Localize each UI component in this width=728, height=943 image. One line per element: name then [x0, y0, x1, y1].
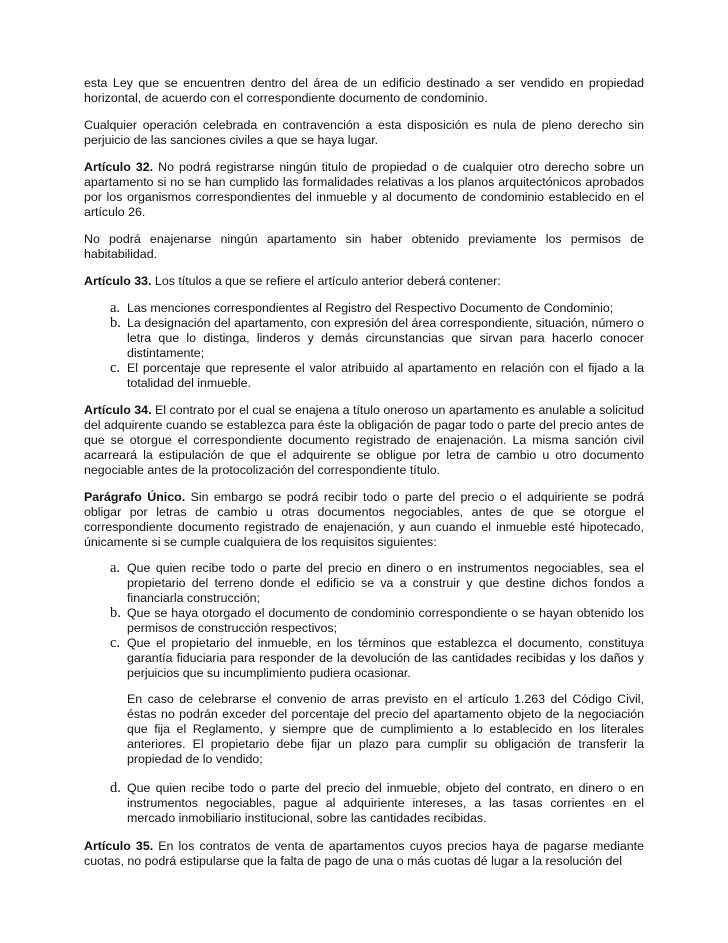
article-32-text: No podrá registrarse ningún titulo de propiedad o de cualquier otro derecho sobre un apartamento si no se han cumplido las formalidades relativas a los planos arquitectónicos aprobados por los organismos correspondientes del inmueble y al documento de condominio establecido en el artículo 26.	[84, 160, 644, 219]
list-item	[110, 561, 644, 606]
list-marker: a.	[110, 560, 121, 576]
list-item	[110, 781, 644, 826]
article-35	[84, 839, 644, 869]
list-item	[110, 316, 644, 361]
article-35-label: Artículo 35.	[84, 839, 154, 853]
article-34	[84, 403, 644, 478]
list-marker: b.	[110, 605, 121, 621]
list-item	[110, 301, 644, 316]
list-marker: c.	[110, 360, 121, 376]
article-33-label: Artículo 33.	[84, 274, 152, 288]
article-32-label: Artículo 32.	[84, 160, 154, 174]
list-marker: c.	[110, 635, 121, 651]
list-item-text: Que quien recibe todo o parte del precio en dinero o en instrumentos negociables, sea el propietario del terreno donde el edificio se va a construir y que destine dichos fondos a financiarla construcción;	[127, 561, 644, 605]
list-item-text: Que el propietario del inmueble, en los términos que establezca el documento, constituya garantía fiduciaria para responder de la devolución de las cantidades recibidas y los daños y perjuicios que su incumplimiento pudiera ocasionar.	[127, 636, 644, 680]
arras-note: En caso de celebrarse el convenio de arras previsto en el artículo 1.263 del Código Civil, éstas no podrán exceder del porcentaje del precio del apartamento objeto de la negociación que fija el Reglamento, y siempre que de cumplimiento a lo establecido en los literales anteriores. El propietario debe fijar un plazo para cumplir su obligación de transferir la propiedad de lo vendido;	[127, 692, 644, 766]
article-33-text: Los títulos a que se refiere el artículo anterior deberá contener:	[151, 274, 501, 288]
paragrafo-unico	[84, 490, 644, 550]
paragrafo-list	[84, 561, 644, 826]
paragrafo-unico-label: Parágrafo Único.	[84, 490, 186, 504]
article-32	[84, 160, 644, 220]
list-item-text: Que se haya otorgado el documento de condominio correspondiente o se hayan obtenido los permisos de construcción respectivos;	[127, 606, 644, 635]
list-item	[110, 636, 644, 767]
list-marker: a.	[110, 300, 121, 316]
list-item	[110, 361, 644, 391]
paragraph-permisos-habitabilidad: No podrá enajenarse ningún apartamento sin haber obtenido previamente los permisos de habitabilidad.	[84, 232, 644, 261]
list-item-text: La designación del apartamento, con expresión del área correspondiente, situación, número o letra que lo distinga, linderos y demás circunstancias que sirvan para hacerlo conocer distintamente;	[127, 316, 644, 360]
list-item-text: Que quien recibe todo o parte del precio del inmueble, objeto del contrato, en dinero o en instrumentos negociables, pague al adquiriente intereses, a las tasas corrientes en el mercado inmobiliario institucional, sobre las cantidades recibidas.	[127, 781, 644, 825]
article-33-list	[84, 301, 644, 391]
document-page	[84, 76, 644, 881]
list-item-text: El porcentaje que represente el valor atribuido al apartamento en relación con el fijado a la totalidad del inmueble.	[127, 361, 644, 390]
paragraph-nula-pleno-derecho: Cualquier operación celebrada en contravención a esta disposición es nula de pleno derecho sin perjuicio de las sanciones civiles a que se haya lugar.	[84, 118, 644, 147]
article-34-label: Artículo 34.	[84, 403, 152, 417]
article-34-text: El contrato por el cual se enajena a título oneroso un apartamento es anulable a solicitud del adquirente cuando se establezca para éste la obligación de pagar todo o parte del precio antes de que se otorgue el correspondiente documento registrado de enajenación. La misma sanción civil acarreará la estipulación de que el adquirente se obligue por letra de cambio u otro documento negociable antes de la protocolización del correspondiente título.	[84, 403, 644, 477]
article-35-text: En los contratos de venta de apartamentos cuyos precios haya de pagarse mediante cuotas, no podrá estipularse que la falta de pago de una o más cuotas dé lugar a la resolución del	[84, 839, 644, 868]
list-item	[110, 606, 644, 636]
list-item-text: Las menciones correspondientes al Registro del Respectivo Documento de Condominio;	[127, 301, 614, 315]
list-marker: d.	[110, 780, 121, 796]
paragrafo-unico-text: Sin embargo se podrá recibir todo o parte del precio o el adquiriente se podrá obligar por letras de cambio u otras documentos negociables, antes de que se otorgue el correspondiente documento registrado de enajenación, y aun cuando el inmueble esté hipotecado, únicamente si se cumple cualquiera de los requisitos siguientes:	[84, 490, 644, 549]
list-marker: b.	[110, 315, 121, 331]
article-33	[84, 274, 644, 289]
paragraph-ley-propiedad-horizontal: esta Ley que se encuentren dentro del área de un edificio destinado a ser vendido en propiedad horizontal, de acuerdo con el correspondiente documento de condominio.	[84, 76, 644, 105]
